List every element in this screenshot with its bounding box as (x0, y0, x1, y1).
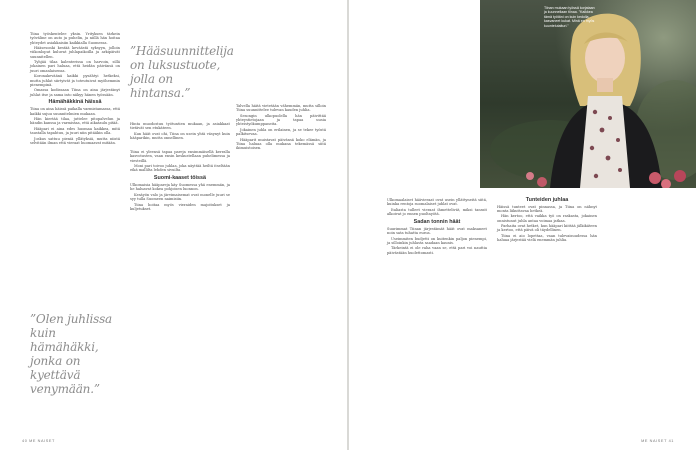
portrait-photo (480, 0, 696, 188)
paragraph: Suurimmat Tiinan järjestämät häät ovat maksaneet noin sata tuhatta euroa. (387, 226, 487, 236)
paragraph: Moni pari toivoo juhlaa, joka näyttää heiltä itseltään eikä mallilta lehden sivuilta. (130, 164, 230, 173)
section-heading: Hämähäkkinä häissä (48, 99, 102, 106)
paragraph: Tärkeintä ei ole raha vaan se, että pari voi nauttia päivästään huolettomasti. (387, 246, 487, 255)
paragraph: Hääsesonki kestää keväästä syksyyn, jolloin viikonloput kuluvat juhlapaikoilla ja arkipäivät suunnitellen. (30, 46, 120, 59)
paragraph: Jokainen juhla on erilainen, ja se tekee työstä palkitsevaa. (236, 127, 326, 137)
left-column-2-lower (130, 150, 230, 213)
page-folio-right: ME NAISET 41 (641, 439, 674, 443)
paragraph: Hän kiertää tilaa, juttelee pitopalvelun ja bändin kanssa ja varmistaa, että aikataulu pitää. (30, 117, 120, 126)
paragraph: Tyhjää tilaa kalenterissa on harvoin, sillä jokainen pari haluaa, että heidän päivänsä on juuri omanlaisensa. (30, 60, 120, 73)
paragraph: Hääpari ei aina edes huomaa kaikkea, mitä taustalla tapahtuu, ja juuri niin pitääkin olla. (30, 126, 120, 136)
paragraph: Tiina ei yleensä tapaa pareja ensimmäisellä kerralla kasvotusten, vaan ensin keskustellaan puhelimessa ja viesteillä. (130, 150, 230, 163)
paragraph: Ulkomaalaiset häävieraat ovat usein yllättyneitä siitä, kuinka rentoja suomalaiset juhlat ovat. (387, 198, 487, 207)
left-column-3 (236, 104, 326, 152)
portrait-illustration (480, 0, 696, 188)
right-column-2 (497, 194, 597, 244)
paragraph: Tiina työskentelee yksin. Yrityksen tärkein työväline on auto ja puhelin, ja niillä hän hoitaa yhteydet asiakkaisiin kaikkialla Suomessa. (30, 32, 120, 45)
paragraph: Kesäyön valo ja järvimaisemat ovat monelle juuri se syy tulla Suomeen naimisiin. (130, 192, 230, 202)
paragraph: Hääparit muistavat päivänsä koko elämän, ja Tiina haluaa olla mukana tekemässä siitä ikimuistoisen. (236, 137, 326, 151)
section-heading: Tunteiden juhlaa (525, 196, 569, 203)
paragraph: Joskus sattuu pieniä yllätyksiä, mutta niistä selvitään ilman että vieraat huomaavat mitään. (30, 136, 120, 146)
paragraph: Parhaita ovat hetket, kun hääpari kiittää jälkikäteen ja kertoo, että päivä oli täydellinen. (497, 224, 597, 233)
left-column-1 (30, 32, 120, 147)
paragraph: Sesongin ulkopuolella hän päivittää yhteystietojaan ja tapaa uusia yhteistyökumppaneita. (236, 113, 326, 127)
paragraph: Talvella häitä vietetään vähemmän, mutta silloin Tiina suunnittelee tulevan kauden juhlia. (236, 104, 326, 113)
paragraph: Ulkomaisia hääpareja käy Suomessa yhä enemmän, ja he haluavat kokea pohjoisen luonnon. (130, 183, 230, 192)
paragraph: Hinta muodostuu työtuntien mukaan, ja asiakkaat tietävät sen etukäteen. (130, 122, 230, 131)
section-heading: Sadan tonnin häät (413, 218, 461, 225)
right-page (349, 0, 696, 450)
left-page (0, 0, 347, 450)
paragraph: Koronakeväänä kaikki pysähtyi hetkeksi, mutta juhlat siirtyivät ja toteutuivat myöhemmin pienempinä. (30, 74, 120, 87)
paragraph: Häissä tunteet ovat pinnassa, ja Tiina on nähnyt monta liikuttavaa hetkeä. (497, 204, 597, 213)
page-folio-left: 40 ME NAISET (22, 439, 55, 443)
paragraph: Italiasta tulleet vieraat ihmettelivät, miksi tanssit alkoivat jo ennen puoltayötä. (387, 207, 487, 217)
right-column-1 (387, 198, 487, 256)
paragraph: Hän kertoo, että vaikka työ on raskasta, jokainen onnistunut juhla antaa voimaa jatkaa. (497, 214, 597, 223)
pull-quote-bottom: ”Olen juhlissa kuin hämähäkki, jonka on kyettävä venymään.” (30, 312, 112, 396)
paragraph: Omassa kodissaan Tiina on aina järjestänyt juhlat itse ja sama into näkyy hänen työssään. (30, 88, 120, 97)
photo-caption: Tiinan mukaan työssä korjataan ja kuunnellaan tiinaa. ”Kaikkea tämä työtäni on kuin kedolla kasvaneet kukat. Minä en myös kuuntelutaituri.” (544, 6, 595, 28)
left-column-2-top (130, 122, 230, 142)
pull-quote-top: ”Hääsuunnittelija on luksustuote, jolla on hintansa.” (130, 44, 234, 100)
paragraph: Tiina ei aio lopettaa, vaan tulevaisuudessa hän haluaa järjestää vielä enemmän juhlia. (497, 233, 597, 243)
paragraph: Tiina hoitaa myös vieraiden majoitukset ja kuljetukset. (130, 202, 230, 212)
paragraph: Kun häät ovat ohi, Tiina on usein yhtä väsynyt kuin hääparikin, mutta onnellinen. (130, 131, 230, 141)
paragraph: Useimmiten budjetti on kuitenkin paljon pienempi, ja silloinkin juhlasta saadaan kaunis. (387, 236, 487, 245)
section-heading: Suomi-kaaset töissä (153, 175, 207, 182)
paragraph: Tiina on aina häissä paikalla varmistamassa, että kaikki sujuu suunnitelmien mukaan. (30, 107, 120, 116)
